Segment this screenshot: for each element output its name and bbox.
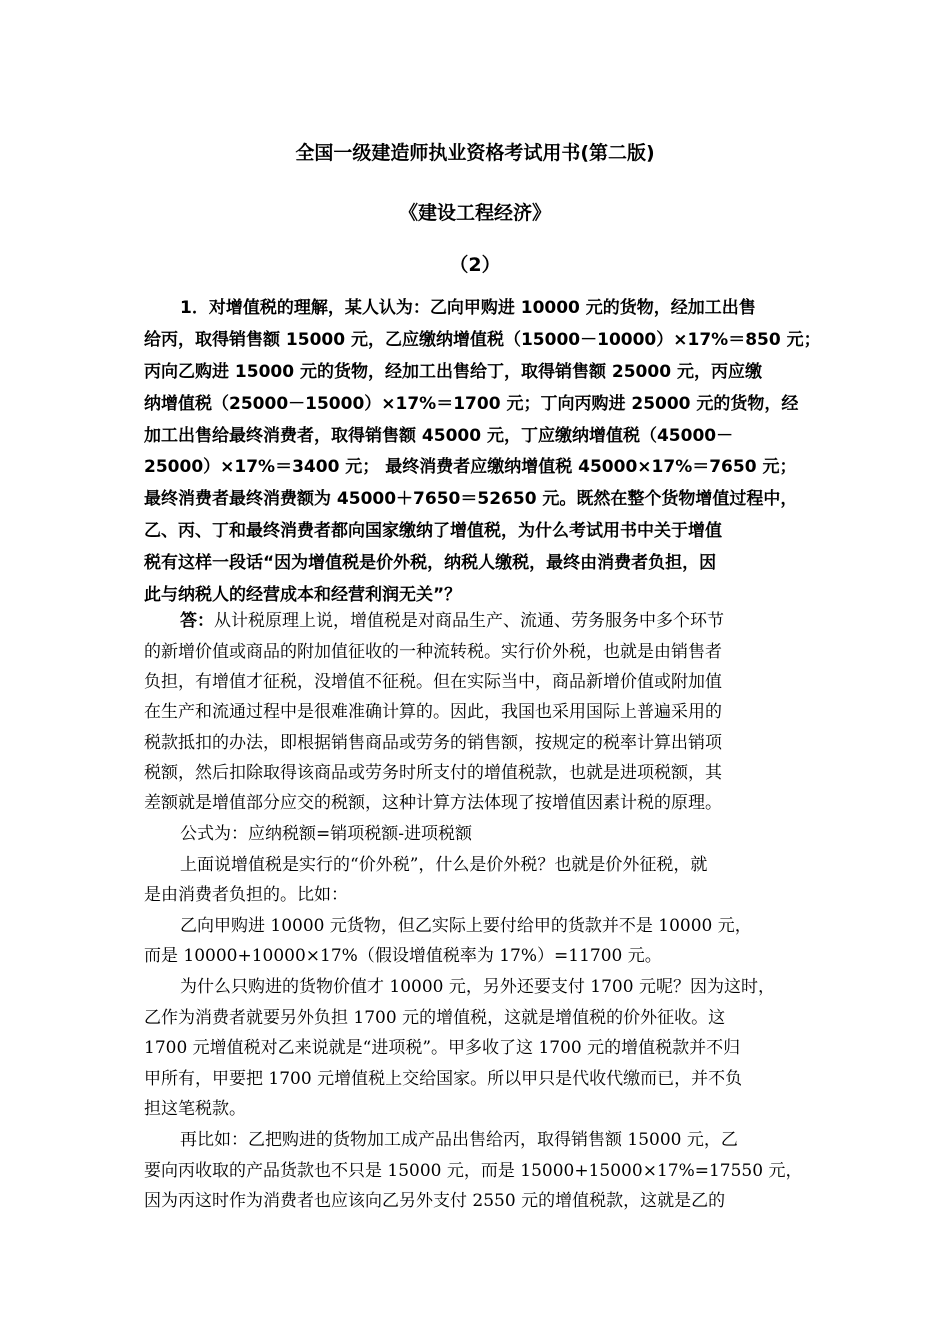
body-line: 因为丙这时作为消费者也应该向乙另外支付 2550 元的增值税款，这就是乙的 bbox=[144, 1191, 726, 1211]
body-line: 上面说增值税是实行的“价外税”，什么是价外税？也就是价外征税，就 bbox=[180, 855, 708, 875]
body-line: 为什么只购进的货物价值才 10000 元，另外还要支付 1700 元呢？因为这时， bbox=[180, 977, 775, 997]
question-line: 纳增值税（25000－15000）×17%＝1700 元；丁向丙购进 25000 元的货物，经 bbox=[144, 394, 799, 414]
body-line: 要向丙收取的产品货款也不只是 15000 元，而是 15000+15000×17%=17550 元， bbox=[144, 1161, 803, 1181]
question-line: 乙、丙、丁和最终消费者都向国家缴纳了增值税，为什么考试用书中关于增值 bbox=[144, 521, 722, 541]
body-line: 乙作为消费者就要另外负担 1700 元的增值税，这就是增值税的价外征收。这 bbox=[144, 1008, 726, 1028]
body-line: 税额，然后扣除取得该商品或劳务时所支付的增值税款，也就是进项税额，其 bbox=[144, 763, 722, 783]
section-number: （2） bbox=[449, 254, 501, 276]
body-line: 甲所有，甲要把 1700 元增值税上交给国家。所以甲只是代收代缴而已，并不负 bbox=[144, 1069, 743, 1089]
body-line: 负担，有增值才征税，没增值不征税。但在实际当中，商品新增价值或附加值 bbox=[144, 672, 722, 692]
book-title: 全国一级建造师执业资格考试用书(第二版) bbox=[295, 142, 655, 164]
body-line: 而是 10000+10000×17%（假设增值税率为 17%）=11700 元。 bbox=[144, 946, 662, 966]
question-line: 最终消费者最终消费额为 45000＋7650＝52650 元。既然在整个货物增值过程中， bbox=[144, 489, 798, 509]
answer-first-text: 从计税原理上说，增值税是对商品生产、流通、劳务服务中多个环节 bbox=[214, 611, 724, 631]
body-line: 在生产和流通过程中是很难准确计算的。因此，我国也采用国际上普遍采用的 bbox=[144, 702, 722, 722]
body-line: 是由消费者负担的。比如： bbox=[144, 885, 348, 905]
answer-first-line bbox=[180, 609, 724, 633]
body-line: 差额就是增值部分应交的税额，这种计算方法体现了按增值因素计税的原理。 bbox=[144, 793, 722, 813]
body-line: 担这笔税款。 bbox=[144, 1099, 246, 1119]
body-line: 乙向甲购进 10000 元货物，但乙实际上要付给甲的货款并不是 10000 元， bbox=[180, 916, 752, 936]
question-line: 税有这样一段话“因为增值税是价外税，纳税人缴税，最终由消费者负担，因 bbox=[144, 553, 717, 573]
answer-label: 答： bbox=[180, 611, 214, 631]
body-line: 税款抵扣的办法，即根据销售商品或劳务的销售额，按规定的税率计算出销项 bbox=[144, 733, 722, 753]
book-subtitle: 《建设工程经济》 bbox=[398, 202, 551, 224]
question-line: 加工出售给最终消费者，取得销售额 45000 元，丁应缴纳增值税（45000－ bbox=[144, 426, 734, 446]
body-line: 再比如：乙把购进的货物加工成产品出售给丙，取得销售额 15000 元，乙 bbox=[180, 1130, 738, 1150]
body-line: 1700 元增值税对乙来说就是“进项税”。甲多收了这 1700 元的增值税款并不归 bbox=[144, 1038, 741, 1058]
body-line: 的新增价值或商品的附加值征收的一种流转税。实行价外税，也就是由销售者 bbox=[144, 642, 722, 662]
question-line: 丙向乙购进 15000 元的货物，经加工出售给丁，取得销售额 25000 元，丙应缴 bbox=[144, 362, 762, 382]
question-line: 25000）×17%＝3400 元； 最终消费者应缴纳增值税 45000×17%＝7650 元； bbox=[144, 457, 797, 477]
question-line: 此与纳税人的经营成本和经营利润无关”？ bbox=[144, 585, 462, 605]
question-line: 1．对增值税的理解，某人认为：乙向甲购进 10000 元的货物，经加工出售 bbox=[180, 298, 756, 318]
formula-line: 公式为：应纳税额=销项税额-进项税额 bbox=[180, 824, 472, 844]
question-line: 给丙，取得销售额 15000 元，乙应缴纳增值税（15000－10000）×17%＝850 元； bbox=[144, 330, 821, 350]
